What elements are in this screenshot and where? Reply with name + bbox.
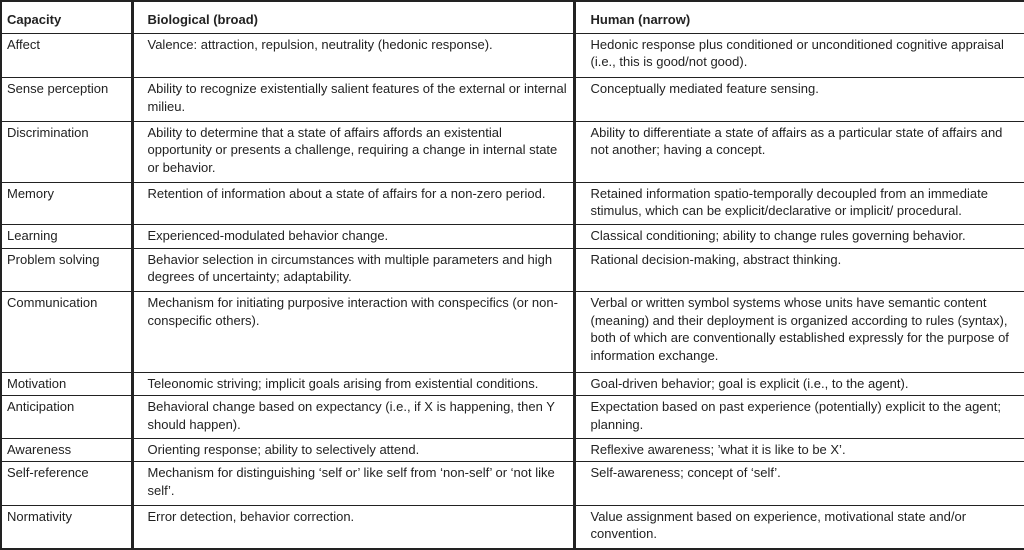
table-row	[1, 505, 1024, 549]
cell-capacity: Affect	[1, 33, 132, 78]
cell-capacity: Motivation	[1, 372, 132, 395]
cell-human: Retained information spatio-temporally decoupled from an immediate stimulus, which can be explicit/declarative or implicit/ procedural.	[574, 182, 1024, 225]
table-row	[1, 248, 1024, 292]
table-header-row	[1, 1, 1024, 33]
cell-human: Verbal or written symbol systems whose units have semantic content (meaning) and their deployment is organized according to rules (syntax), both of which are conventionally established expressly for the purpose of information exchange.	[574, 292, 1024, 372]
cell-capacity: Self-reference	[1, 462, 132, 506]
cell-human: Ability to differentiate a state of affairs as a particular state of affairs and not another; having a concept.	[574, 121, 1024, 182]
cell-capacity: Learning	[1, 225, 132, 248]
table-row	[1, 225, 1024, 248]
cell-human: Reflexive awareness; ’what it is like to be X’.	[574, 438, 1024, 461]
table-row	[1, 292, 1024, 372]
cell-capacity: Normativity	[1, 505, 132, 549]
cell-human: Hedonic response plus conditioned or unconditioned cognitive appraisal (i.e., this is good/not good).	[574, 33, 1024, 78]
cell-capacity: Problem solving	[1, 248, 132, 292]
cell-biological: Mechanism for initiating purposive interaction with conspecifics (or non-conspecific others).	[132, 292, 574, 372]
header-biological-broad: Biological (broad)	[132, 1, 574, 33]
header-human-narrow: Human (narrow)	[574, 1, 1024, 33]
table-row	[1, 78, 1024, 122]
cell-capacity: Discrimination	[1, 121, 132, 182]
cell-biological: Behavioral change based on expectancy (i.e., if X is happening, then Y should happen).	[132, 396, 574, 439]
table-row	[1, 396, 1024, 439]
cell-human: Conceptually mediated feature sensing.	[574, 78, 1024, 122]
cell-biological: Retention of information about a state of affairs for a non-zero period.	[132, 182, 574, 225]
cell-biological: Orienting response; ability to selectively attend.	[132, 438, 574, 461]
cell-biological: Behavior selection in circumstances with multiple parameters and high degrees of uncertainty; adaptability.	[132, 248, 574, 292]
cell-capacity: Sense perception	[1, 78, 132, 122]
table-row	[1, 182, 1024, 225]
cell-human: Expectation based on past experience (potentially) explicit to the agent; planning.	[574, 396, 1024, 439]
cell-biological: Teleonomic striving; implicit goals arising from existential conditions.	[132, 372, 574, 395]
cell-biological: Ability to determine that a state of affairs affords an existential opportunity or presents a challenge, requiring a change in internal state or behavior.	[132, 121, 574, 182]
cell-human: Rational decision-making, abstract thinking.	[574, 248, 1024, 292]
table-row	[1, 372, 1024, 395]
cell-capacity: Memory	[1, 182, 132, 225]
cell-human: Value assignment based on experience, motivational state and/or convention.	[574, 505, 1024, 549]
cell-biological: Ability to recognize existentially salient features of the external or internal milieu.	[132, 78, 574, 122]
cell-capacity: Awareness	[1, 438, 132, 461]
table-row	[1, 33, 1024, 78]
cell-biological: Mechanism for distinguishing ‘self or’ like self from ‘non-self’ or ‘not like self’.	[132, 462, 574, 506]
table-row	[1, 438, 1024, 461]
cell-human: Classical conditioning; ability to change rules governing behavior.	[574, 225, 1024, 248]
cell-capacity: Anticipation	[1, 396, 132, 439]
cell-human: Self-awareness; concept of ‘self’.	[574, 462, 1024, 506]
cell-biological: Error detection, behavior correction.	[132, 505, 574, 549]
cell-capacity: Communication	[1, 292, 132, 372]
cell-biological: Experienced-modulated behavior change.	[132, 225, 574, 248]
cell-human: Goal-driven behavior; goal is explicit (i.e., to the agent).	[574, 372, 1024, 395]
cell-biological: Valence: attraction, repulsion, neutrality (hedonic response).	[132, 33, 574, 78]
header-capacity: Capacity	[1, 1, 132, 33]
table-row	[1, 462, 1024, 506]
table-row	[1, 121, 1024, 182]
